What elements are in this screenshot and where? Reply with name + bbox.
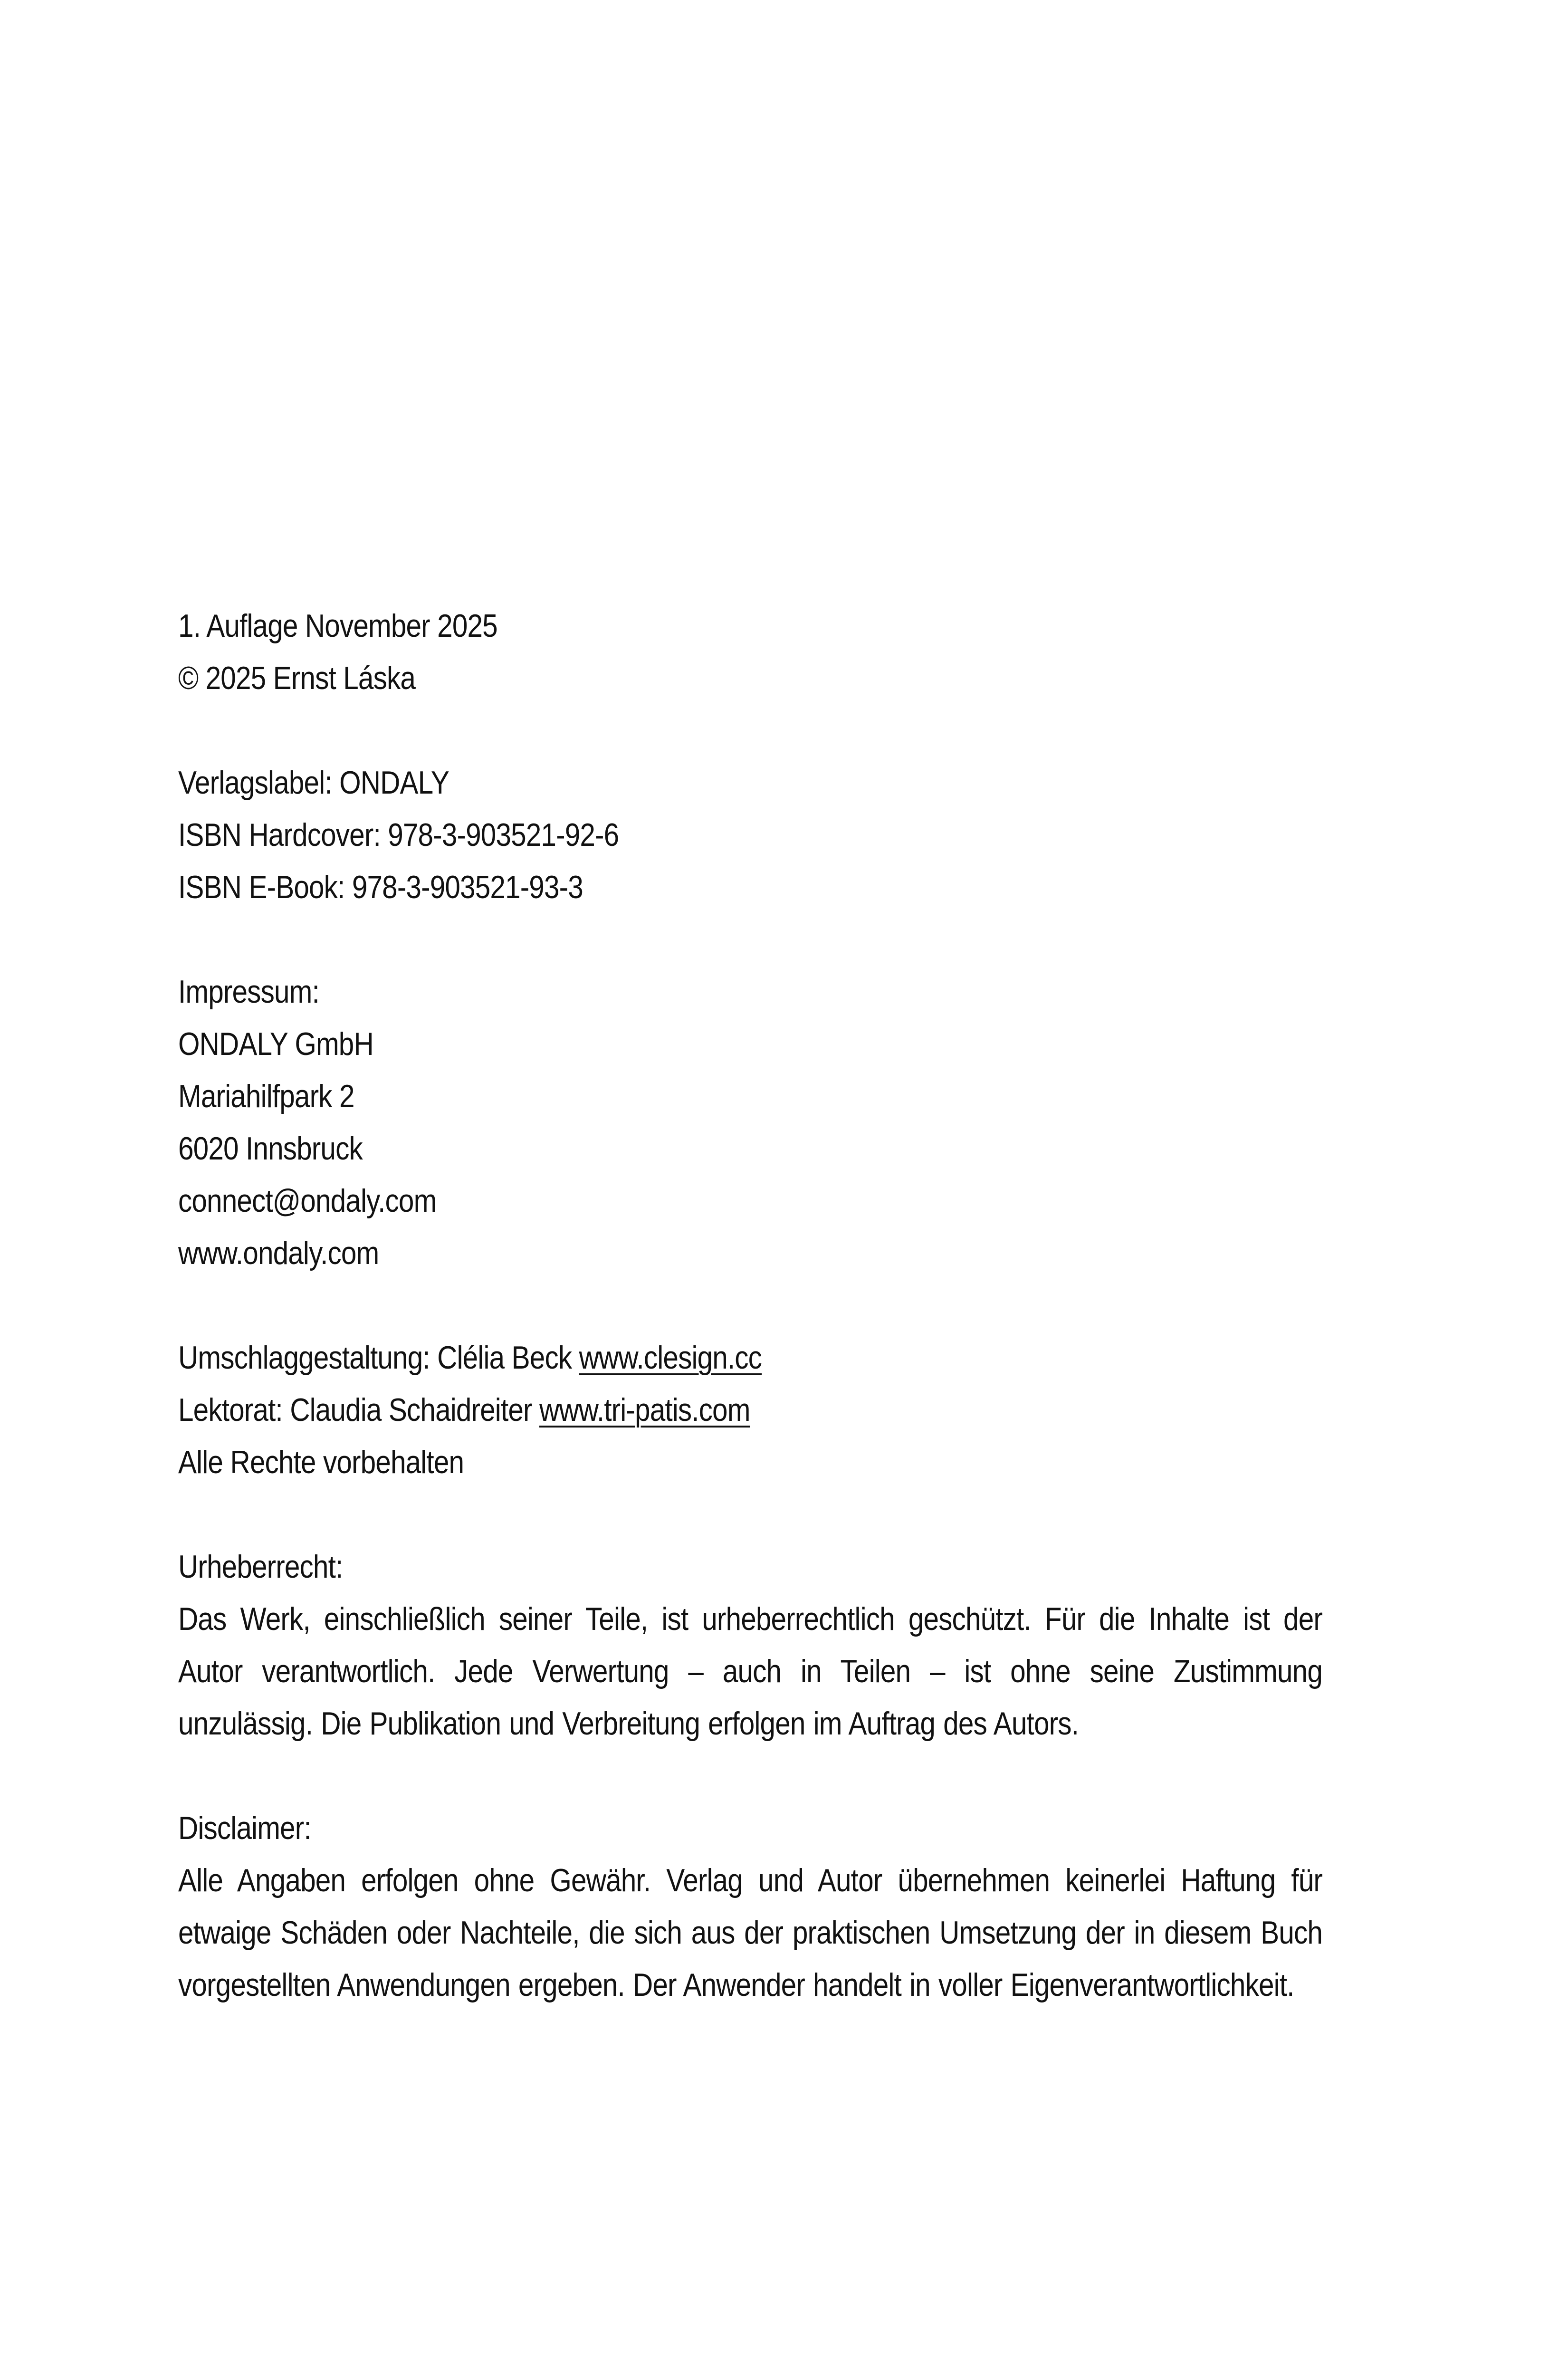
- isbn-ebook: ISBN E-Book: 978-3-903521-93-3: [178, 869, 583, 905]
- imprint-page: [178, 600, 1322, 2011]
- spacer: [178, 913, 1163, 966]
- disclaimer-heading: Disclaimer:: [178, 1810, 311, 1846]
- spacer: [178, 1488, 1163, 1541]
- street-address: Mariahilfpark 2: [178, 1078, 354, 1114]
- rights-reserved: Alle Rechte vorbehalten: [178, 1444, 464, 1480]
- spacer: [178, 704, 1163, 757]
- cover-design-link[interactable]: www.clesign.cc: [579, 1340, 762, 1376]
- disclaimer-text: Alle Angaben erfolgen ohne Gewähr. Verlag und Autor übernehmen keinerlei Haftung für etwaige Schäden oder Nachteile, die sich aus der praktischen Umsetzung der in diesem Buch vorgestellten Anwendungen ergeben. Der Anwender handelt in voller Eigenverantwortlichkeit.: [178, 1862, 1322, 2003]
- copyright-line: © 2025 Ernst Láska: [178, 660, 416, 696]
- impressum-heading: Impressum:: [178, 974, 319, 1010]
- contact-email: connect@ondaly.com: [178, 1183, 437, 1219]
- copyright-heading: Urheberrecht:: [178, 1549, 343, 1585]
- editing-credit: [178, 1384, 1163, 1436]
- isbn-hardcover: ISBN Hardcover: 978-3-903521-92-6: [178, 817, 619, 853]
- copyright-text: Das Werk, einschließlich seiner Teile, ist urheberrechtlich geschützt. Für die Inhalte ist der Autor verantwortlich. Jede Verwertung – auch in Teilen – ist ohne seine Zustimmung unzulässig. Die Publikation und Verbreitung erfolgen im Auftrag des Autors.: [178, 1601, 1322, 1742]
- cover-design-credit: [178, 1332, 1163, 1384]
- company-name: ONDALY GmbH: [178, 1026, 373, 1062]
- spacer: [178, 1750, 1163, 1802]
- editing-label: Lektorat: Claudia Schaidreiter: [178, 1392, 532, 1428]
- publisher-website: www.ondaly.com: [178, 1235, 379, 1271]
- publisher-label: Verlagslabel: ONDALY: [178, 765, 449, 801]
- city-address: 6020 Innsbruck: [178, 1131, 363, 1167]
- edition-line: 1. Auflage November 2025: [178, 608, 497, 644]
- cover-design-label: Umschlaggestaltung: Clélia Beck: [178, 1340, 572, 1376]
- spacer: [178, 1279, 1163, 1332]
- editing-link[interactable]: www.tri-patis.com: [539, 1392, 750, 1428]
